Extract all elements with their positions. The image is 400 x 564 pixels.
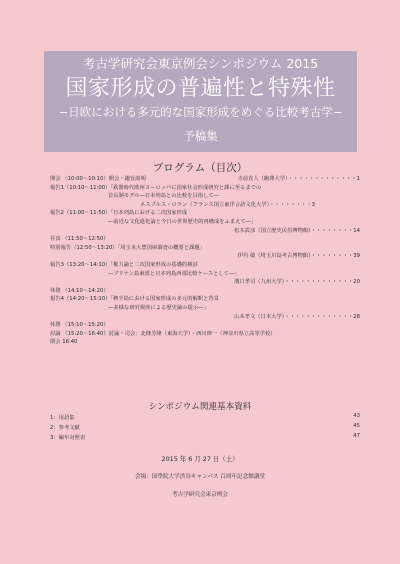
materials-label: 1：用語集: [50, 415, 75, 421]
schedule-presenter: 寺前直人（駒澤大学）・・・・・・・・・・・・・1: [237, 176, 360, 182]
org-title: 考古学研究会東京例会シンポジウム 2015: [82, 56, 319, 71]
materials-label: 2：参考文献: [50, 425, 80, 431]
schedule-text: 報告1（10:10〜11:00）「鉄器時代欧州ヨーロッパに国家社会形成研究と課に至るまでの: [50, 184, 262, 191]
program-heading: プログラム（目次）: [152, 162, 248, 174]
materials-label: 3：編年対照表: [50, 435, 86, 441]
event-date: 2015 年 6 月 27 日（土）: [161, 455, 239, 463]
program-schedule: [50, 177, 360, 349]
list-item: [50, 413, 360, 423]
materials-page: 45: [353, 423, 360, 429]
schedule-text: 討論 （15:20〜16:40）討論・司会：北條芳隆（東海大学）・西川修一（神奈川県立高等学校）: [50, 330, 276, 337]
schedule-text: ―ブリテン島東部と日本列島西部比較ケースとして―」: [108, 270, 240, 277]
document-kind: 予稿集: [183, 129, 218, 143]
schedule-presenter: 伊丹 敏（埼玉川島考古博物館）・・・・・・・・39: [237, 253, 360, 260]
subtitle: −日欧における多元的な国家形成をめぐる比較考古学−: [58, 105, 343, 119]
materials-list: [50, 413, 360, 443]
schedule-text: ―多様な研究視座による歴史論の提示―」: [108, 304, 209, 311]
schedule-text: 昼食 （11:50〜12:50）: [50, 236, 109, 243]
schedule-text: 休憩 （14:10〜14:20）: [50, 287, 109, 294]
main-title: 国家形成の普遍性と特殊性: [65, 76, 336, 101]
schedule-text: 特別報告（12:50〜13:20）「埼玉本大豊国庫調査の概要と課題」: [50, 244, 206, 251]
schedule-presenter: 松木武彦（国立歴史民俗博物館）・・・・・・・・14: [234, 227, 360, 234]
schedule-text: 首長制モデル―日本列島との比較を目指して―: [108, 193, 219, 200]
organizer: 考古学研究会東京例会: [172, 492, 228, 498]
schedule-presenter: 山本孝文（日本大学）・・・・・・・・・・・・・28: [234, 313, 360, 320]
schedule-text: ネスプルス・ロラン（フランス国立東洋言語文化大学）・・・・・・・・3: [140, 201, 315, 208]
schedule-row: [50, 332, 360, 341]
schedule-text: 報告2（11:00〜11:50）「日本列島における二次国家形成: [50, 210, 188, 217]
schedule-text: 報告4（14:20〜15:10）「稗半島における国家形成の多元的解釈と背景: [50, 296, 219, 303]
title-banner: [44, 51, 357, 152]
schedule-text: 報告3（13:20〜14:10）「権力論と二次国家形成の基礎的検討: [50, 261, 198, 268]
schedule-presenter: 溝口孝司（九州大学）・・・・・・・・・・・・・20: [234, 279, 360, 286]
schedule-text: 閉会 16:40: [50, 339, 78, 346]
list-item: [50, 433, 360, 443]
schedule-row: [50, 340, 360, 349]
schedule-text: 休憩 （15:10〜15:20）: [50, 322, 109, 329]
list-item: [50, 423, 360, 433]
materials-page: 47: [353, 433, 360, 439]
materials-page: 43: [353, 413, 360, 419]
event-venue: 会場：国學院大学渋谷キャンパス 百周年記念館講堂: [134, 474, 266, 480]
materials-heading: シンポジウム関連基本資料: [148, 402, 252, 412]
schedule-text: ―前近な文化進化論と今日の世界歴史的再構成をふまえて―」: [108, 218, 257, 225]
schedule-text: 開会 （10:00〜10:10）開会・趣旨説明: [50, 176, 146, 182]
